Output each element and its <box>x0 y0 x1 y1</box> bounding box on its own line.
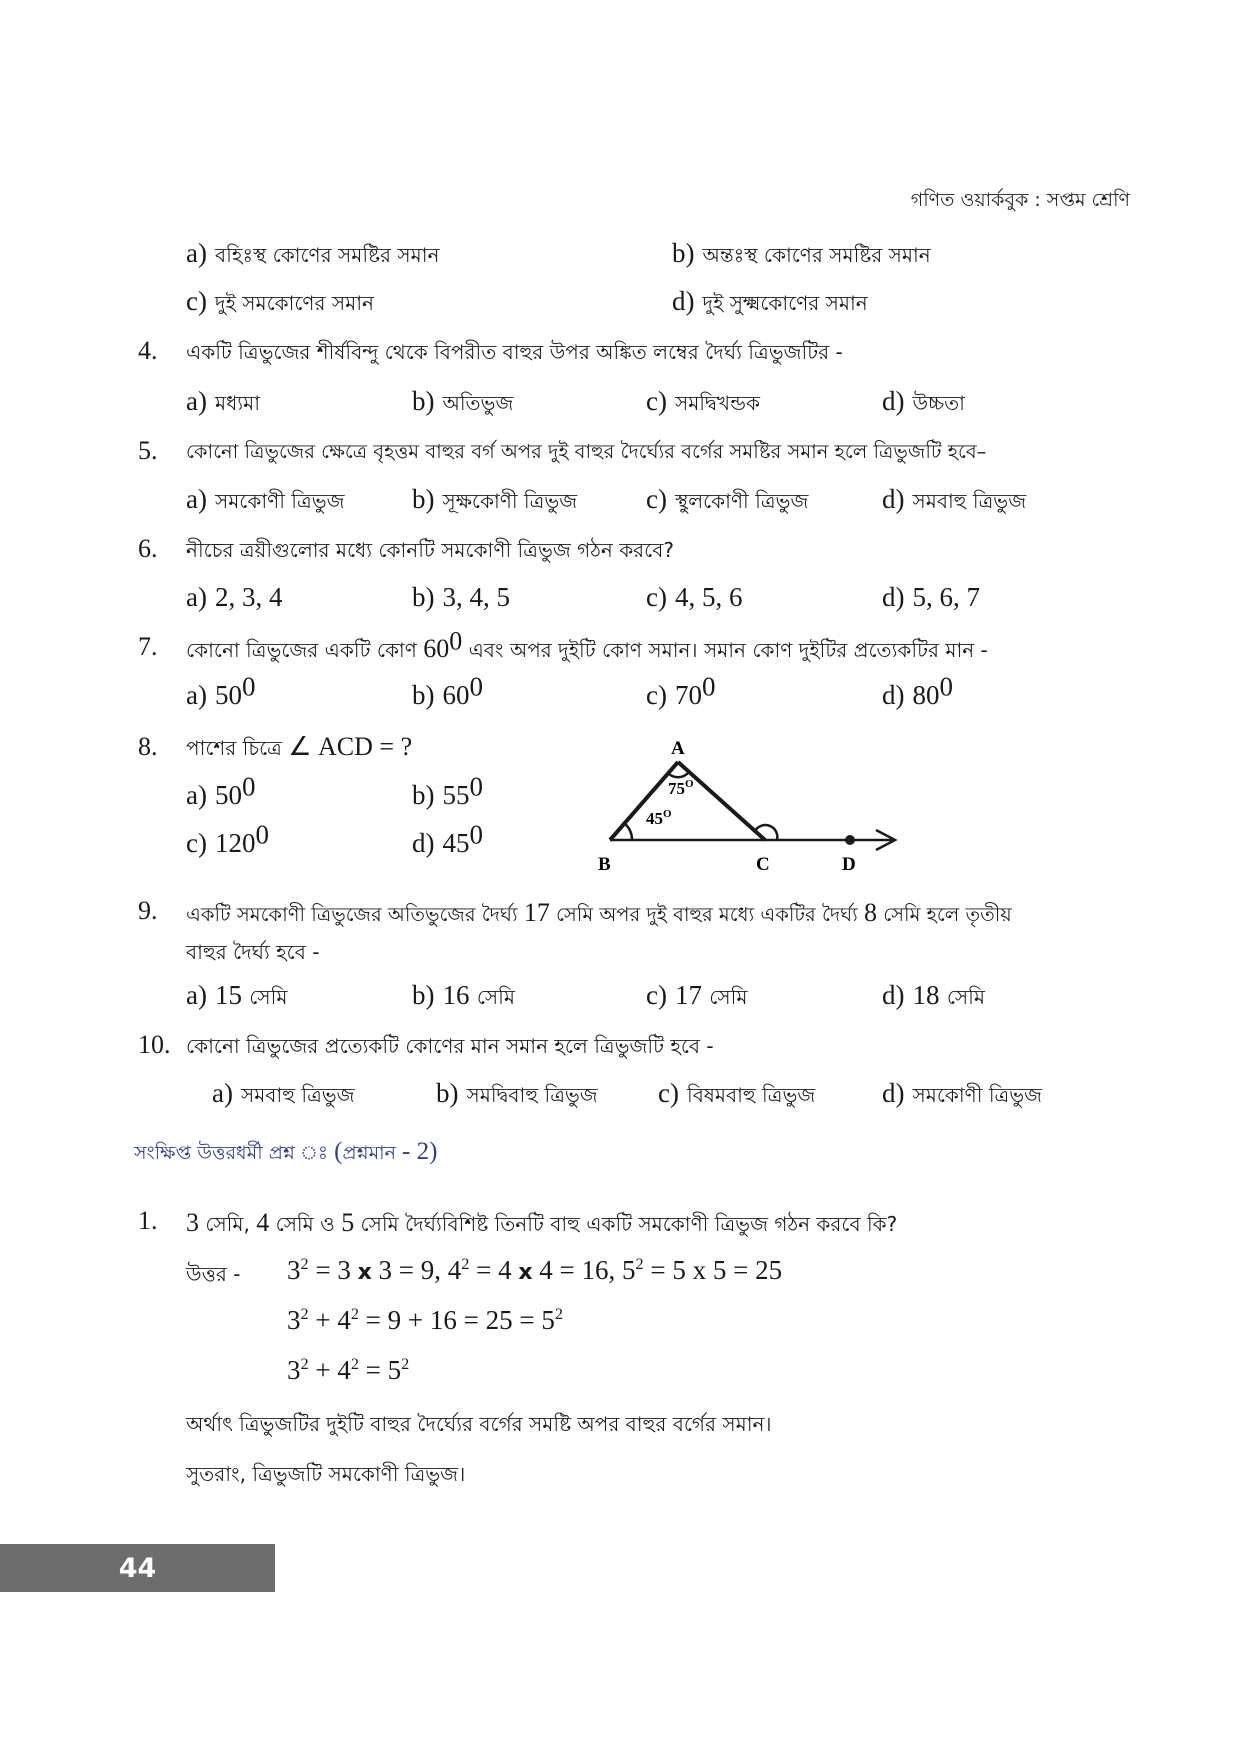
section-heading: সংক্ষিপ্ত উত্তরধর্মী প্রশ্ন ঃ (প্রশ্নমান - 2) <box>134 1138 438 1165</box>
q10-option-a: a) সমবাহু ত্রিভুজ <box>212 1078 355 1108</box>
q6-option-c: c) 4, 5, 6 <box>646 582 743 612</box>
conclusion-line-1: অর্থাৎ ত্রিভুজটির দুইটি বাহুর দৈর্ঘ্যের বর্গের সমষ্টি অপর বাহুর বর্গের সমান। <box>186 1412 772 1436</box>
q9-option-a: a) 15 সেমি <box>186 980 288 1010</box>
label-d: D <box>842 854 856 875</box>
q8-option-a: a) $50^0$ <box>186 771 256 810</box>
q6-number: 6. <box>138 534 158 563</box>
side-ac <box>678 762 765 840</box>
q4-option-c: c) সমদ্বিখন্ডক <box>646 386 761 416</box>
q5-option-a: a) সমকোণী ত্রিভুজ <box>186 484 345 514</box>
q8-option-d: d) $45^0$ <box>412 819 483 858</box>
sq1-text: 3 সেমি, 4 সেমি ও 5 সেমি দৈর্ঘ্যবিশিষ্ট তিনটি বাহু একটি সমকোণী ত্রিভুজ গঠন করবে কি? <box>186 1208 898 1237</box>
q4-number: 4. <box>138 336 158 365</box>
q3-option-b: b) অন্তঃস্থ কোণের সমষ্টির সমান <box>672 238 931 268</box>
q5-option-d: d) সমবাহু ত্রিভুজ <box>882 484 1027 514</box>
answer-line-3: $3^2 + 4^2 = 5^2$ <box>287 1355 410 1385</box>
point-d <box>845 835 855 845</box>
angle-arc-a <box>668 773 688 777</box>
q10-option-b: b) সমদ্বিবাহু ত্রিভুজ <box>436 1078 598 1108</box>
q4-option-d: d) উচ্চতা <box>882 386 965 416</box>
conclusion-line-2: সুতরাং, ত্রিভুজটি সমকোণী ত্রিভুজ। <box>186 1462 466 1486</box>
q10-number: 10. <box>138 1030 171 1059</box>
sq1-number: 1. <box>138 1206 158 1235</box>
q7-option-d: d) $80^0$ <box>882 671 953 710</box>
q4-option-a: a) মধ্যমা <box>186 386 261 416</box>
q10-option-d: d) সমকোণী ত্রিভুজ <box>882 1078 1043 1108</box>
label-c: C <box>756 854 770 875</box>
q10-text: কোনো ত্রিভুজের প্রত্যেকটি কোণের মান সমান হলে ত্রিভুজটি হবে - <box>186 1034 714 1058</box>
angle-b-label: $45^O$ <box>646 808 672 828</box>
q7-option-c: c) $70^0$ <box>646 671 716 710</box>
triangle-figure <box>590 734 910 882</box>
q8-option-c: c) $120^0$ <box>186 819 269 858</box>
q8-option-b: b) $55^0$ <box>412 771 483 810</box>
q6-option-a: a) 2, 3, 4 <box>186 582 283 612</box>
q9-option-d: d) 18 সেমি <box>882 980 985 1010</box>
q9-text-line1: একটি সমকোণী ত্রিভুজের অতিভুজের দৈর্ঘ্য 17 সেমি অপর দুই বাহুর মধ্যে একটির দৈর্ঘ্য 8 সেমি হলে তৃতীয় <box>186 898 1012 927</box>
q7-text: কোনো ত্রিভুজের একটি কোণ $60^0$ এবং অপর দুইটি কোণ সমান। সমান কোণ দুইটির প্রত্যেকটির মান - <box>186 626 988 663</box>
q7-option-a: a) $50^0$ <box>186 671 256 710</box>
q5-text: কোনো ত্রিভুজের ক্ষেত্রে বৃহত্তম বাহুর বর্গ অপর দুই বাহুর দৈর্ঘ্যের বর্গের সমষ্টির সমান হলে ত্রিভুজটি হবে– <box>186 440 987 463</box>
angle-arc-b <box>624 823 632 840</box>
q7-option-b: b) $60^0$ <box>412 671 483 710</box>
q5-option-b: b) সূক্ষকোণী ত্রিভুজ <box>412 484 578 514</box>
q9-text-line2: বাহুর দৈর্ঘ্য হবে - <box>186 940 320 964</box>
q5-number: 5. <box>138 436 158 465</box>
answer-line-2: $3^2 + 4^2 = 9 + 16 = 25 = 5^2$ <box>287 1305 563 1335</box>
q8-text: পাশের চিত্রে ∠ ACD = ? <box>186 732 413 761</box>
q3-option-c: c) দুই সমকোণের সমান <box>186 286 374 316</box>
angle-a-label: $75^O$ <box>668 778 694 798</box>
answer-line-1: $3^2 = 3$ x 3 = 9, $4^2 = 4$ x 4 = 16, $5^2 = 5$ x 5 = 25 <box>287 1255 783 1285</box>
page-header-title: গণিত ওয়ার্কবুক : সপ্তম শ্রেণি <box>910 189 1130 211</box>
q4-text: একটি ত্রিভুজের শীর্ষবিন্দু থেকে বিপরীত বাহুর উপর অঙ্কিত লম্বের দৈর্ঘ্য ত্রিভুজটির - <box>186 340 843 364</box>
q9-option-c: c) 17 সেমি <box>646 980 748 1010</box>
q9-option-b: b) 16 সেমি <box>412 980 515 1010</box>
q5-option-c: c) স্থুলকোণী ত্রিভুজ <box>646 484 809 514</box>
q8-number: 8. <box>138 732 158 761</box>
answer-label: উত্তর - <box>186 1262 241 1286</box>
q3-option-d: d) দুই সুক্ষ্মকোণের সমান <box>672 286 868 316</box>
q7-number: 7. <box>138 632 158 661</box>
label-b: B <box>598 854 611 875</box>
q9-number: 9. <box>138 896 158 925</box>
label-a: A <box>671 738 685 759</box>
q6-option-b: b) 3, 4, 5 <box>412 582 510 612</box>
q6-option-d: d) 5, 6, 7 <box>882 582 980 612</box>
q6-text: নীচের ত্রয়ীগুলোর মধ্যে কোনটি সমকোণী ত্রিভুজ গঠন করবে? <box>186 538 674 562</box>
q4-option-b: b) অতিভুজ <box>412 386 514 416</box>
q3-option-a: a) বহিঃস্থ কোণের সমষ্টির সমান <box>186 238 440 268</box>
q10-option-c: c) বিষমবাহু ত্রিভুজ <box>658 1078 816 1108</box>
page-number: 44 <box>0 1544 275 1592</box>
